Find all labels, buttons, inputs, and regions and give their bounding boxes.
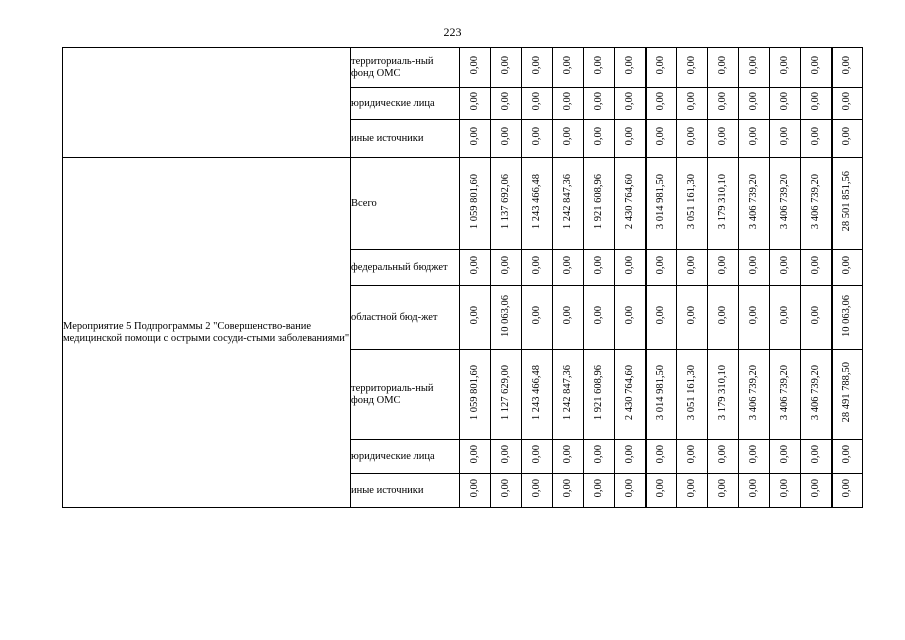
measure-continued-cell	[63, 48, 351, 158]
amount-value: 0,00	[593, 56, 604, 75]
amount-value: 0,00	[809, 479, 821, 498]
amount-cell	[460, 120, 491, 158]
amount-value: 0,00	[779, 92, 790, 111]
amount-value: 3 406 739,20	[809, 173, 821, 230]
amount-cell	[677, 286, 708, 350]
amount-value: 0,00	[748, 56, 759, 75]
amount-value: 0,00	[779, 479, 790, 498]
funding-source-label: территориаль-ный фонд ОМС	[351, 55, 434, 79]
funding-source-cell	[351, 440, 460, 474]
amount-value: 0,00	[717, 56, 728, 75]
amount-cell	[832, 474, 863, 508]
amount-value: 0,00	[593, 445, 604, 464]
amount-cell	[770, 48, 801, 88]
amount-value: 0,00	[841, 92, 853, 111]
amount-value: 0,00	[779, 445, 790, 464]
amount-cell	[770, 120, 801, 158]
amount-cell	[491, 350, 522, 440]
amount-cell	[460, 158, 491, 250]
amount-cell	[739, 286, 770, 350]
amount-cell	[615, 158, 646, 250]
amount-cell	[677, 474, 708, 508]
amount-cell	[739, 250, 770, 286]
amount-cell	[460, 286, 491, 350]
amount-value: 0,00	[748, 92, 759, 111]
amount-cell	[460, 474, 491, 508]
amount-cell	[739, 88, 770, 120]
funding-source-cell	[351, 88, 460, 120]
amount-value: 0,00	[562, 56, 573, 75]
amount-value: 1 137 692,06	[500, 173, 511, 230]
funding-source-cell	[351, 286, 460, 350]
amount-cell	[708, 158, 739, 250]
amount-value: 0,00	[531, 92, 542, 111]
amount-cell	[708, 88, 739, 120]
amount-cell	[646, 286, 677, 350]
table-row	[63, 158, 863, 250]
amount-value: 0,00	[531, 445, 542, 464]
amount-value: 2 430 764,60	[623, 173, 635, 230]
amount-value: 0,00	[500, 445, 511, 464]
amount-cell	[460, 88, 491, 120]
amount-value: 0,00	[748, 445, 759, 464]
table-row	[63, 48, 863, 88]
amount-value: 0,00	[686, 479, 697, 498]
amount-value: 0,00	[655, 56, 667, 75]
amount-cell	[832, 350, 863, 440]
amount-cell	[801, 350, 832, 440]
amount-value: 0,00	[655, 479, 667, 498]
amount-value: 0,00	[469, 56, 480, 75]
amount-cell	[491, 440, 522, 474]
amount-cell	[553, 286, 584, 350]
amount-cell	[801, 88, 832, 120]
amount-value: 0,00	[686, 127, 697, 146]
amount-cell	[491, 48, 522, 88]
amount-cell	[615, 286, 646, 350]
amount-cell	[553, 250, 584, 286]
amount-cell	[522, 440, 553, 474]
amount-value: 3 051 161,30	[686, 364, 697, 421]
amount-cell	[646, 88, 677, 120]
amount-value: 0,00	[655, 127, 667, 146]
amount-value: 0,00	[623, 306, 635, 325]
amount-value: 0,00	[500, 256, 511, 275]
amount-cell	[801, 440, 832, 474]
amount-cell	[522, 48, 553, 88]
amount-value: 0,00	[779, 127, 790, 146]
amount-value: 0,00	[686, 306, 697, 325]
amount-value: 0,00	[809, 56, 821, 75]
amount-cell	[832, 88, 863, 120]
amount-cell	[739, 158, 770, 250]
amount-cell	[553, 120, 584, 158]
funding-source-label: федеральный бюджет	[351, 261, 448, 273]
amount-cell	[646, 350, 677, 440]
amount-cell	[615, 474, 646, 508]
funding-source-label: юридические лица	[351, 450, 435, 462]
amount-value: 0,00	[562, 479, 573, 498]
amount-cell	[801, 120, 832, 158]
amount-cell	[677, 440, 708, 474]
amount-value: 0,00	[593, 127, 604, 146]
amount-cell	[615, 120, 646, 158]
amount-cell	[801, 286, 832, 350]
amount-cell	[770, 440, 801, 474]
amount-value: 0,00	[655, 256, 667, 275]
amount-value: 2 430 764,60	[623, 364, 635, 421]
amount-value: 0,00	[562, 256, 573, 275]
amount-cell	[770, 250, 801, 286]
amount-cell	[677, 48, 708, 88]
amount-value: 0,00	[686, 92, 697, 111]
amount-cell	[491, 250, 522, 286]
amount-value: 1 921 608,96	[593, 173, 604, 230]
amount-cell	[491, 88, 522, 120]
amount-value: 0,00	[841, 256, 853, 275]
amount-cell	[615, 48, 646, 88]
amount-value: 0,00	[469, 445, 480, 464]
amount-cell	[739, 350, 770, 440]
amount-value: 0,00	[717, 479, 728, 498]
amount-value: 0,00	[593, 306, 604, 325]
amount-value: 0,00	[623, 56, 635, 75]
amount-value: 0,00	[562, 445, 573, 464]
amount-value: 1 243 466,48	[531, 364, 542, 421]
amount-value: 0,00	[809, 92, 821, 111]
amount-value: 0,00	[623, 127, 635, 146]
amount-value: 3 179 310,10	[717, 364, 728, 421]
amount-value: 0,00	[809, 127, 821, 146]
amount-cell	[522, 286, 553, 350]
amount-cell	[739, 440, 770, 474]
amount-cell	[708, 474, 739, 508]
amount-value: 0,00	[748, 306, 759, 325]
amount-cell	[739, 48, 770, 88]
funding-source-cell	[351, 120, 460, 158]
amount-value: 0,00	[841, 445, 853, 464]
funding-source-label: иные источники	[351, 132, 424, 144]
amount-cell	[460, 48, 491, 88]
funding-source-cell	[351, 48, 460, 88]
amount-value: 0,00	[686, 445, 697, 464]
amount-value: 3 179 310,10	[717, 173, 728, 230]
funding-source-cell	[351, 350, 460, 440]
amount-value: 0,00	[593, 479, 604, 498]
amount-cell	[770, 88, 801, 120]
amount-cell	[832, 286, 863, 350]
amount-value: 3 051 161,30	[686, 173, 697, 230]
amount-value: 0,00	[809, 306, 821, 325]
amount-cell	[522, 350, 553, 440]
amount-value: 0,00	[469, 256, 480, 275]
amount-cell	[677, 350, 708, 440]
amount-cell	[832, 48, 863, 88]
amount-cell	[615, 88, 646, 120]
amount-value: 3 014 981,50	[655, 364, 667, 421]
amount-cell	[770, 158, 801, 250]
amount-cell	[646, 250, 677, 286]
amount-value: 0,00	[623, 92, 635, 111]
measure-title-cell	[63, 158, 351, 508]
amount-value: 10 063,06	[841, 294, 853, 337]
amount-value: 3 406 739,20	[748, 364, 759, 421]
amount-cell	[615, 250, 646, 286]
amount-cell	[584, 250, 615, 286]
amount-cell	[615, 440, 646, 474]
amount-cell	[584, 88, 615, 120]
amount-cell	[615, 350, 646, 440]
amount-value: 0,00	[655, 306, 667, 325]
amount-cell	[832, 440, 863, 474]
amount-value: 0,00	[841, 56, 853, 75]
amount-value: 0,00	[841, 127, 853, 146]
amount-cell	[491, 286, 522, 350]
amount-value: 0,00	[809, 256, 821, 275]
amount-value: 0,00	[748, 127, 759, 146]
amount-cell	[708, 440, 739, 474]
amount-cell	[770, 474, 801, 508]
amount-cell	[708, 48, 739, 88]
amount-cell	[801, 474, 832, 508]
amount-value: 0,00	[655, 92, 667, 111]
funding-source-label: Всего	[351, 197, 377, 209]
amount-cell	[677, 120, 708, 158]
amount-cell	[770, 350, 801, 440]
amount-value: 0,00	[717, 92, 728, 111]
funding-source-label: иные источники	[351, 484, 424, 496]
amount-value: 0,00	[469, 306, 480, 325]
amount-value: 0,00	[779, 306, 790, 325]
amount-cell	[553, 158, 584, 250]
amount-cell	[553, 350, 584, 440]
amount-value: 0,00	[562, 127, 573, 146]
amount-value: 1 127 629,00	[500, 364, 511, 421]
page-number: 223	[443, 25, 462, 39]
amount-cell	[460, 350, 491, 440]
amount-value: 0,00	[623, 445, 635, 464]
amount-cell	[522, 88, 553, 120]
amount-cell	[646, 158, 677, 250]
amount-value: 0,00	[562, 92, 573, 111]
measure-title: Мероприятие 5 Подпрограммы 2 "Совершенство-вание медицинской помощи с острыми сосуди-стыми заболеваниями"	[63, 320, 350, 344]
amount-cell	[677, 250, 708, 286]
amount-value: 0,00	[500, 92, 511, 111]
amount-cell	[646, 474, 677, 508]
amount-value: 3 406 739,20	[809, 364, 821, 421]
amount-cell	[460, 250, 491, 286]
funding-source-label: областной бюд-жет	[351, 311, 438, 323]
budget-table	[62, 47, 863, 508]
amount-cell	[646, 48, 677, 88]
amount-cell	[584, 286, 615, 350]
amount-value: 0,00	[593, 92, 604, 111]
amount-cell	[584, 440, 615, 474]
amount-value: 0,00	[623, 479, 635, 498]
amount-value: 0,00	[531, 127, 542, 146]
amount-cell	[553, 88, 584, 120]
amount-value: 1 059 801,60	[469, 173, 480, 230]
amount-value: 0,00	[779, 56, 790, 75]
amount-cell	[801, 158, 832, 250]
amount-cell	[460, 440, 491, 474]
funding-source-cell	[351, 474, 460, 508]
amount-value: 0,00	[717, 306, 728, 325]
amount-value: 28 501 851,56	[841, 171, 853, 232]
amount-cell	[522, 474, 553, 508]
amount-cell	[646, 120, 677, 158]
amount-value: 3 406 739,20	[779, 364, 790, 421]
amount-value: 1 242 847,36	[562, 364, 573, 421]
amount-value: 0,00	[500, 127, 511, 146]
amount-cell	[677, 88, 708, 120]
amount-value: 1 059 801,60	[469, 364, 480, 421]
amount-cell	[801, 250, 832, 286]
amount-value: 1 921 608,96	[593, 364, 604, 421]
amount-cell	[491, 158, 522, 250]
amount-cell	[522, 120, 553, 158]
amount-value: 3 014 981,50	[655, 173, 667, 230]
amount-value: 0,00	[469, 127, 480, 146]
amount-value: 0,00	[531, 479, 542, 498]
amount-value: 0,00	[809, 445, 821, 464]
amount-cell	[708, 250, 739, 286]
amount-value: 0,00	[841, 479, 853, 498]
amount-cell	[739, 474, 770, 508]
amount-cell	[491, 120, 522, 158]
amount-cell	[522, 250, 553, 286]
amount-value: 0,00	[562, 306, 573, 325]
amount-value: 0,00	[717, 127, 728, 146]
amount-value: 0,00	[593, 256, 604, 275]
amount-cell	[584, 474, 615, 508]
amount-cell	[584, 48, 615, 88]
amount-value: 0,00	[717, 445, 728, 464]
amount-value: 0,00	[500, 56, 511, 75]
amount-cell	[708, 350, 739, 440]
amount-value: 0,00	[655, 445, 667, 464]
amount-cell	[832, 158, 863, 250]
amount-value: 0,00	[748, 256, 759, 275]
amount-cell	[584, 158, 615, 250]
amount-value: 0,00	[686, 56, 697, 75]
amount-value: 0,00	[623, 256, 635, 275]
funding-source-label: территориаль-ный фонд ОМС	[351, 382, 434, 406]
amount-value: 0,00	[748, 479, 759, 498]
amount-value: 0,00	[717, 256, 728, 275]
amount-cell	[708, 120, 739, 158]
amount-value: 0,00	[531, 56, 542, 75]
amount-cell	[677, 158, 708, 250]
amount-cell	[553, 440, 584, 474]
amount-cell	[801, 48, 832, 88]
amount-cell	[553, 474, 584, 508]
amount-cell	[584, 350, 615, 440]
amount-cell	[832, 120, 863, 158]
amount-value: 3 406 739,20	[748, 173, 759, 230]
amount-value: 0,00	[500, 479, 511, 498]
amount-cell	[584, 120, 615, 158]
amount-cell	[646, 440, 677, 474]
amount-value: 1 242 847,36	[562, 173, 573, 230]
amount-value: 0,00	[779, 256, 790, 275]
amount-cell	[491, 474, 522, 508]
amount-value: 0,00	[686, 256, 697, 275]
amount-value: 0,00	[469, 92, 480, 111]
amount-cell	[553, 48, 584, 88]
amount-cell	[708, 286, 739, 350]
funding-source-cell	[351, 250, 460, 286]
amount-value: 28 491 788,50	[841, 362, 853, 423]
amount-value: 3 406 739,20	[779, 173, 790, 230]
amount-value: 1 243 466,48	[531, 173, 542, 230]
funding-source-cell	[351, 158, 460, 250]
amount-cell	[770, 286, 801, 350]
amount-value: 0,00	[531, 256, 542, 275]
amount-cell	[522, 158, 553, 250]
amount-value: 0,00	[531, 306, 542, 325]
amount-value: 0,00	[469, 479, 480, 498]
funding-source-label: юридические лица	[351, 97, 435, 109]
amount-cell	[832, 250, 863, 286]
amount-cell	[739, 120, 770, 158]
amount-value: 10 063,06	[500, 294, 511, 337]
